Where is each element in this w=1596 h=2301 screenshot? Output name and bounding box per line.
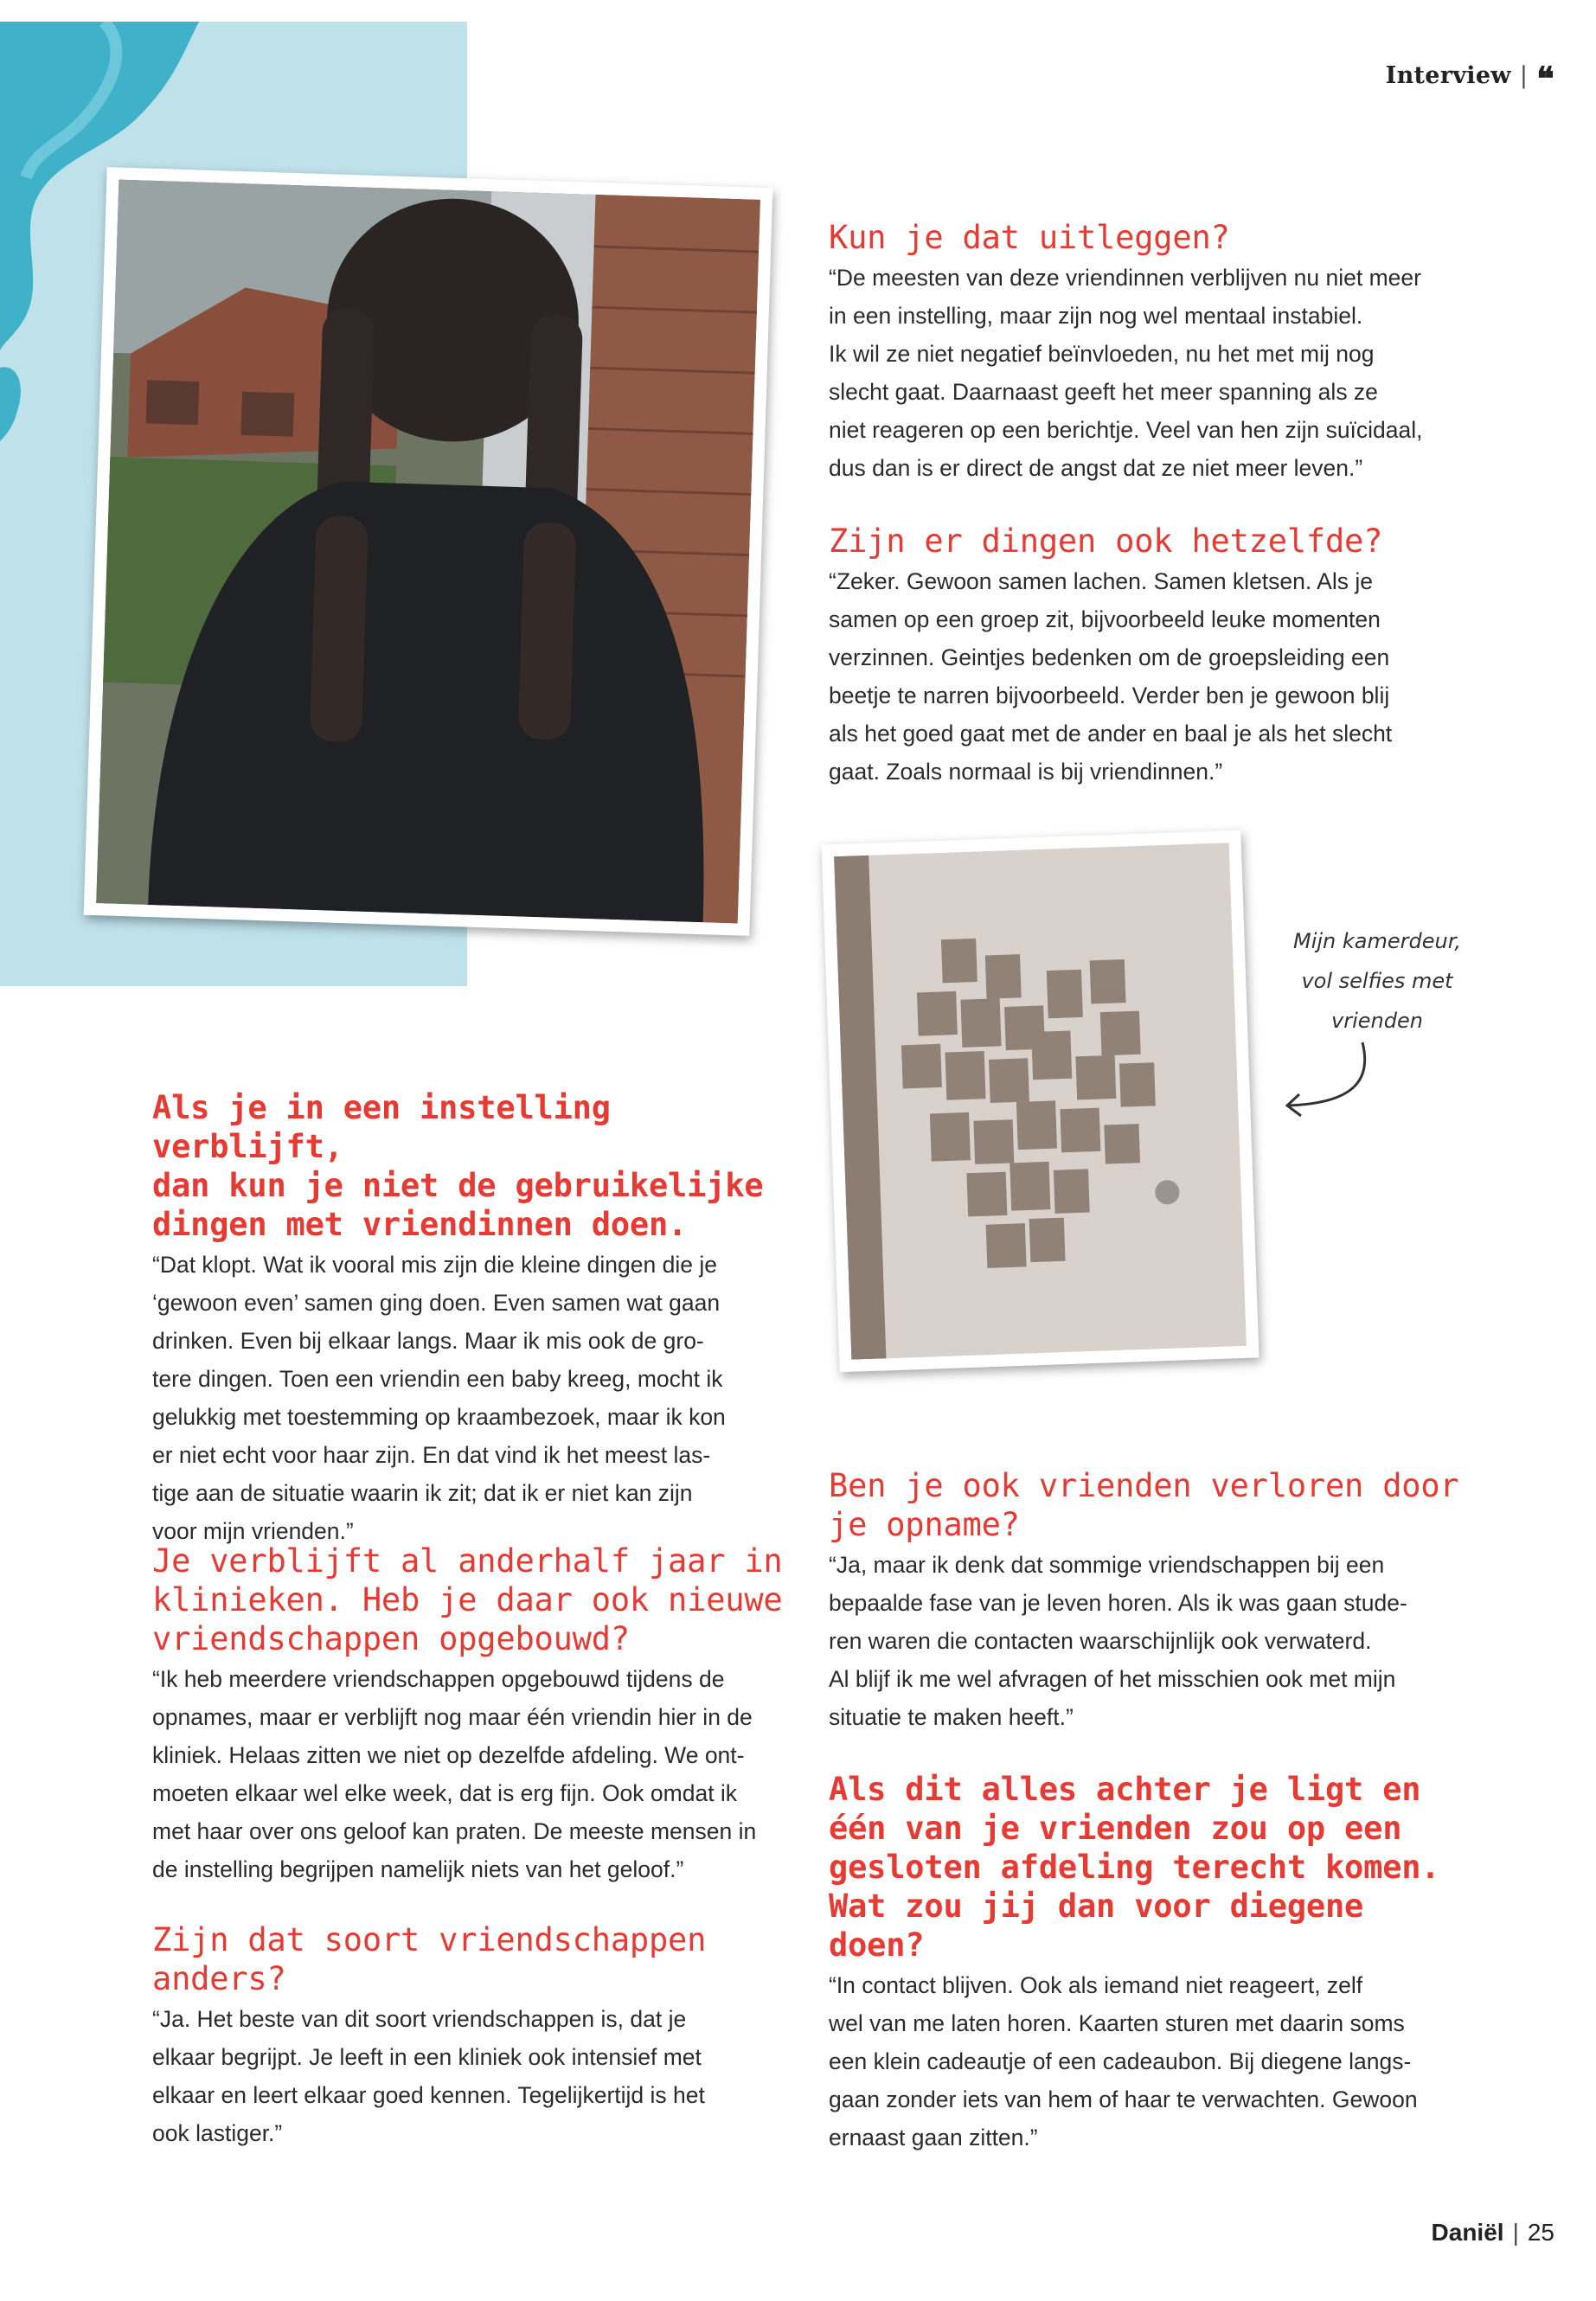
- answer-line: gaat. Zoals normaal is bij vriendinnen.”: [829, 759, 1223, 785]
- answer-text: [829, 562, 1486, 791]
- qa-section-new-friendships: [152, 1541, 810, 1888]
- answer-text: [152, 2000, 810, 2152]
- answer-line: dus dan is er direct de angst dat ze niet meer leven.”: [829, 455, 1363, 481]
- question-line: dingen met vriendinnen doen.: [152, 1206, 688, 1243]
- photo-door-selfies: [822, 830, 1259, 1373]
- qa-section-institution: [152, 1088, 810, 1550]
- quote-icon: ❝: [1536, 59, 1554, 98]
- header-separator: |: [1519, 62, 1529, 89]
- caption-line: Mijn kamerdeur,: [1292, 929, 1461, 953]
- question-heading: Kun je dat uitleggen?: [829, 219, 1230, 256]
- question-line: je opname?: [829, 1506, 1020, 1543]
- qa-section-same: [829, 522, 1486, 791]
- answer-line: met haar over ons geloof kan praten. De meeste mensen in: [152, 1818, 757, 1844]
- question-line: dan kun je niet de gebruikelijke: [152, 1167, 764, 1204]
- answer-line: de instelling begrijpen namelijk niets van het geloof.”: [152, 1856, 684, 1882]
- answer-line: gelukkig met toestemming op kraambezoek, maar ik kon: [152, 1404, 726, 1430]
- answer-line: bepaalde fase van je leven horen. Als ik was gaan stude-: [829, 1590, 1407, 1616]
- answer-line: “Ja. Het beste van dit soort vriendschappen is, dat je: [152, 2006, 687, 2032]
- answer-line: “In contact blijven. Ook als iemand niet reageert, zelf: [829, 1972, 1363, 1998]
- answer-text: [152, 1660, 810, 1888]
- answer-line: “Ja, maar ik denk dat sommige vriendschappen bij een: [829, 1552, 1385, 1578]
- answer-line: tige aan de situatie waarin ik zit; dat ik er niet kan zijn: [152, 1480, 693, 1506]
- answer-line: “De meesten van deze vriendinnen verblijven nu niet meer: [829, 265, 1421, 291]
- question-heading: [152, 1920, 810, 1998]
- answer-line: verzinnen. Geintjes bedenken om de groepsleiding een: [829, 644, 1390, 670]
- photo-braids: [84, 167, 773, 936]
- answer-line: elkaar en leert elkaar goed kennen. Tegelijkertijd is het: [152, 2082, 705, 2108]
- qa-section-what-would-you-do: [829, 1770, 1486, 2157]
- answer-line: drinken. Even bij elkaar langs. Maar ik mis ook de gro-: [152, 1328, 704, 1354]
- qa-section-different: [152, 1920, 810, 2152]
- answer-text: [152, 1246, 810, 1550]
- question-heading: [152, 1088, 810, 1244]
- answer-line: “Dat klopt. Wat ik vooral mis zijn die kleine dingen die je: [152, 1252, 717, 1278]
- question-heading: [152, 1541, 810, 1658]
- question-line: vriendschappen opgebouwd?: [152, 1620, 630, 1657]
- question-heading: [829, 1466, 1486, 1544]
- photo-caption: [1256, 921, 1498, 1041]
- answer-line: tere dingen. Toen een vriendin een baby kreeg, mocht ik: [152, 1366, 723, 1392]
- answer-line: ren waren die contacten waarschijnlijk ook verwaterd.: [829, 1628, 1372, 1654]
- page-footer: [1432, 2219, 1554, 2247]
- footer-separator: |: [1512, 2219, 1519, 2246]
- answer-line: situatie te maken heeft.”: [829, 1704, 1074, 1730]
- question-line: gesloten afdeling terecht komen.: [829, 1849, 1440, 1886]
- answer-line: “Ik heb meerdere vriendschappen opgebouwd tijdens de: [152, 1666, 725, 1692]
- answer-line: moeten elkaar wel elke week, dat is erg fijn. Ook omdat ik: [152, 1780, 738, 1806]
- answer-line: niet reageren op een berichtje. Veel van hen zijn suïcidaal,: [829, 417, 1423, 443]
- answer-line: een klein cadeautje of een cadeaubon. Bij diegene langs-: [829, 2048, 1412, 2074]
- answer-line: kliniek. Helaas zitten we niet op dezelfde afdeling. We ont-: [152, 1742, 745, 1768]
- question-line: één van je vrienden zou op een: [829, 1810, 1402, 1847]
- answer-line: ernaast gaan zitten.”: [829, 2125, 1038, 2150]
- question-line: Als dit alles achter je ligt en: [829, 1771, 1421, 1808]
- answer-line: gaan zonder iets van hem of haar te verwachten. Gewoon: [829, 2086, 1418, 2112]
- answer-text: [829, 1546, 1486, 1736]
- answer-line: slecht gaat. Daarnaast geeft het meer spanning als ze: [829, 379, 1378, 405]
- answer-text: [829, 1966, 1486, 2157]
- question-line: doen?: [829, 1926, 925, 1964]
- answer-text: [829, 259, 1486, 487]
- answer-line: beetje te narren bijvoorbeeld. Verder ben je gewoon blij: [829, 683, 1390, 708]
- magazine-name: Daniël: [1431, 2219, 1504, 2246]
- answer-line: Al blijf ik me wel afvragen of het misschien ook met mijn: [829, 1666, 1396, 1692]
- question-line: Ben je ook vrienden verloren door: [829, 1467, 1459, 1504]
- question-line: anders?: [152, 1960, 286, 1997]
- answer-line: ook lastiger.”: [152, 2120, 283, 2146]
- page-header: [1386, 59, 1554, 98]
- answer-line: er niet echt voor haar zijn. En dat vind ik het meest las-: [152, 1442, 711, 1468]
- answer-line: voor mijn vrienden.”: [152, 1518, 354, 1544]
- answer-line: elkaar begrijpt. Je leeft in een kliniek ook intensief met: [152, 2044, 702, 2070]
- section-label: Interview: [1385, 62, 1511, 89]
- qa-section-explain: [829, 218, 1486, 487]
- answer-line: “Zeker. Gewoon samen lachen. Samen kletsen. Als je: [829, 568, 1373, 594]
- caption-arrow-icon: [1280, 1038, 1384, 1125]
- answer-line: ‘gewoon even’ samen ging doen. Even samen wat gaan: [152, 1290, 721, 1316]
- question-line: Als je in een instelling verblijft,: [152, 1089, 611, 1165]
- answer-line: samen op een groep zit, bijvoorbeeld leuke momenten: [829, 606, 1381, 632]
- question-heading: Zijn er dingen ook hetzelfde?: [829, 522, 1383, 560]
- page-number: 25: [1527, 2219, 1554, 2246]
- question-line: klinieken. Heb je daar ook nieuwe: [152, 1581, 783, 1618]
- question-line: Zijn dat soort vriendschappen: [152, 1921, 707, 1958]
- caption-line: vol selfies met: [1301, 969, 1453, 993]
- caption-line: vrienden: [1331, 1009, 1423, 1033]
- answer-line: opnames, maar er verblijft nog maar één vriendin hier in de: [152, 1704, 753, 1730]
- answer-line: Ik wil ze niet negatief beïnvloeden, nu het met mij nog: [829, 341, 1375, 367]
- question-heading: [829, 1770, 1486, 1965]
- question-line: Je verblijft al anderhalf jaar in: [152, 1542, 783, 1580]
- answer-line: wel van me laten horen. Kaarten sturen met daarin soms: [829, 2010, 1405, 2036]
- qa-section-lost-friends: [829, 1466, 1486, 1736]
- answer-line: als het goed gaat met de ander en baal je als het slecht: [829, 721, 1393, 747]
- question-line: Wat zou jij dan voor diegene: [829, 1888, 1364, 1925]
- answer-line: in een instelling, maar zijn nog wel mentaal instabiel.: [829, 303, 1363, 329]
